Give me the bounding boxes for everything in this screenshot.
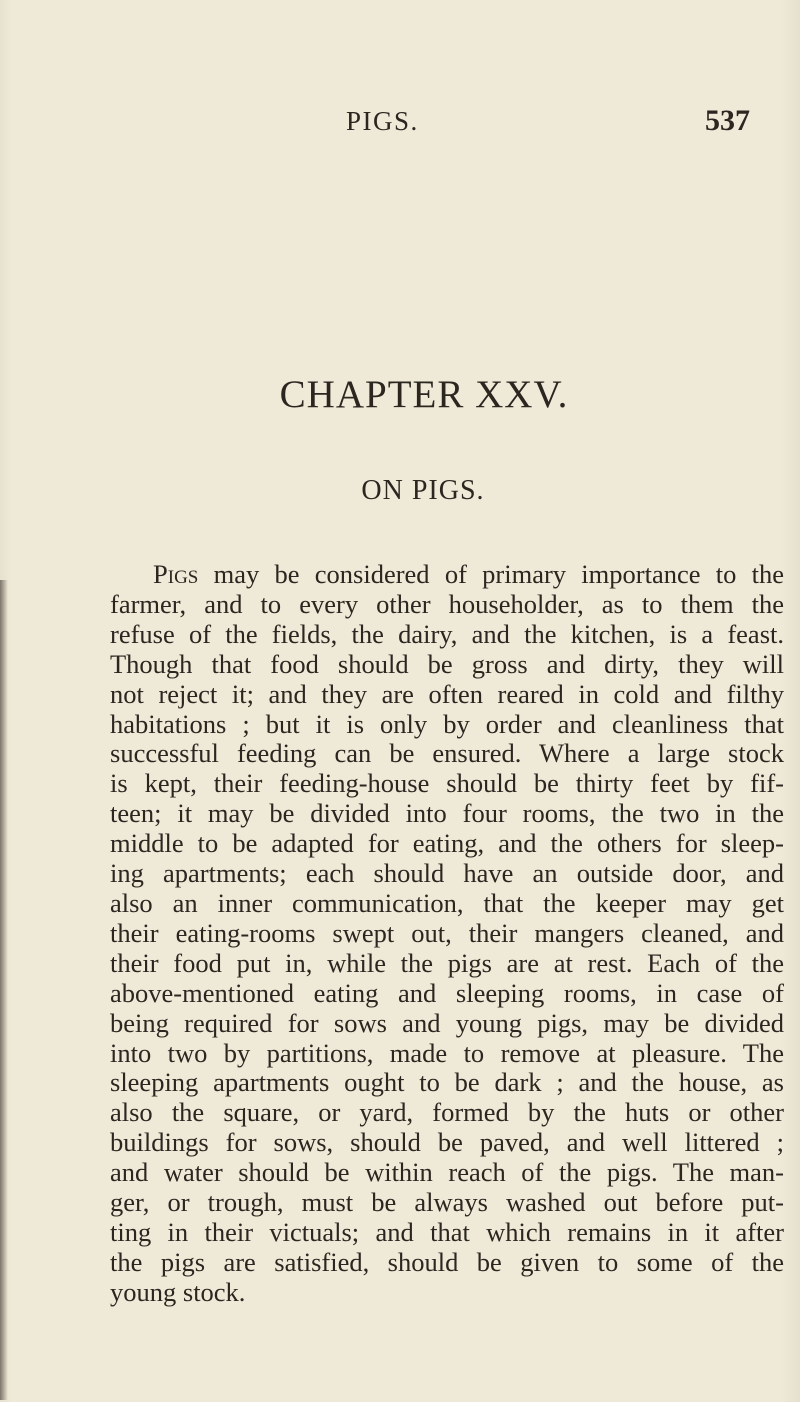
text-line: above-mentioned eating and sleeping rooms, in case of [110,977,784,1008]
text-line: their eating-rooms swept out, their mangers cleaned, and [110,917,784,948]
text-line: sleeping apartments ought to be dark ; and the house, as [110,1067,784,1098]
text-line: and water should be within reach of the pigs. The man- [110,1157,784,1188]
chapter-title: CHAPTER XXV. [279,373,569,416]
text-line: Though that food should be gross and dirty, they will [110,648,784,679]
text-line [110,560,784,590]
text-line: successful feeding can be ensured. Where a large stock [110,738,784,769]
text-line: ing apartments; each should have an outside door, and [110,858,784,889]
text-line: refuse of the fields, the dairy, and the kitchen, is a feast. [110,618,784,649]
text-line: into two by partitions, made to remove at pleasure. The [110,1037,784,1068]
text-line-content: may be considered of primary importance to the [198,559,784,589]
text-line: farmer, and to every other householder, as to them the [110,588,784,619]
text-line: their food put in, while the pigs are at rest. Each of the [110,947,784,978]
running-title: PIGS. [346,106,419,136]
text-line: the pigs are satisfied, should be given to some of the [110,1246,784,1277]
text-line: being required for sows and young pigs, may be divided [110,1007,784,1038]
body-paragraph [110,560,784,1308]
text-line: middle to be adapted for eating, and the others for sleep- [110,828,784,859]
text-line: also the square, or yard, formed by the huts or other [110,1097,784,1128]
text-line: is kept, their feeding-house should be thirty feet by fif- [110,768,784,799]
text-line: not reject it; and they are often reared in cold and filthy [110,678,784,709]
text-line: buildings for sows, should be paved, and well littered ; [110,1127,784,1158]
text-line: also an inner communication, that the keeper may get [110,887,784,918]
page-edge-shadow [0,580,8,1400]
text-line: habitations ; but it is only by order and cleanliness that [110,708,784,739]
text-line: ting in their victuals; and that which remains in it after [110,1216,784,1247]
text-line: young stock. [110,1276,246,1307]
text-line: ger, or trough, must be always washed out before put- [110,1187,784,1218]
lead-word: Pigs [153,559,199,589]
running-head [346,106,750,142]
section-title: ON PIGS. [361,475,485,506]
page-number: 537 [705,104,750,137]
text-line: teen; it may be divided into four rooms, the two in the [110,798,784,829]
